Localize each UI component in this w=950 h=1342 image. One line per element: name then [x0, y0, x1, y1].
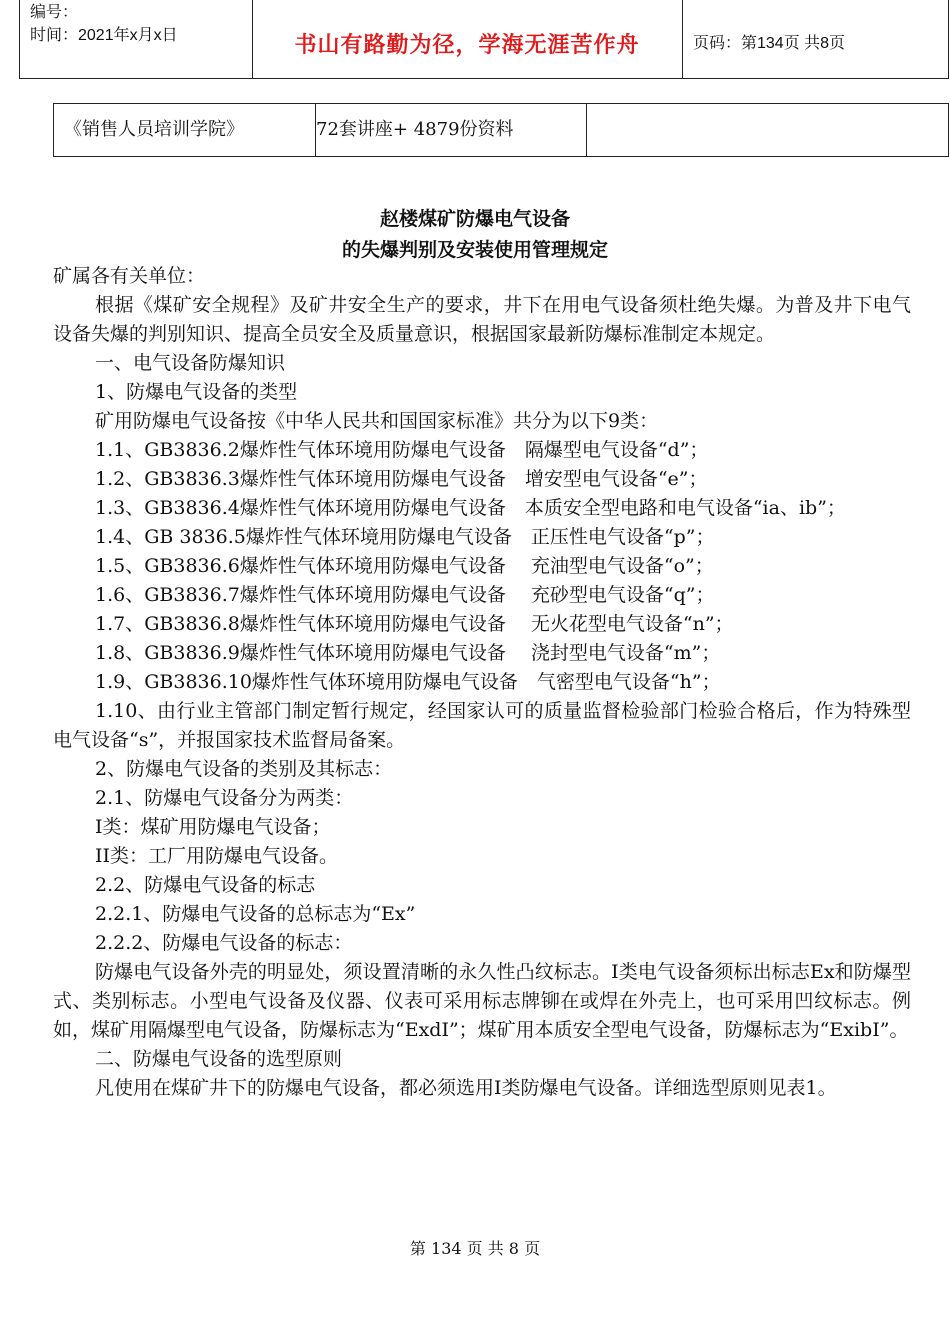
salutation: 矿属各有关单位： — [53, 265, 206, 287]
document-time-label: 时间：2021年x月x日 — [30, 27, 178, 44]
list-item: II类：工厂用防爆电气设备。 — [95, 845, 339, 867]
list-item: 1.10、由行业主管部门制定暂行规定，经国家认可的质量监督检验部门检验合格后，作为特殊型电气设备“s”，并报国家技术监督局备案。 — [53, 700, 911, 751]
training-table-col1: 《销售人员培训学院》 — [54, 104, 316, 156]
section-heading: 二、防爆电气设备的选型原则 — [95, 1048, 343, 1070]
document-title-line1: 赵楼煤矿防爆电气设备 — [379, 208, 570, 230]
page-footer: 第 134 页 共 8 页 — [409, 1239, 541, 1258]
list-item: 1.3、GB3836.4爆炸性气体环境用防爆电气设备 本质安全型电路和电气设备“ia、ib”； — [95, 497, 846, 519]
document-title-line2: 的失爆判别及安装使用管理规定 — [341, 239, 608, 261]
subsection-heading: 2.2、防爆电气设备的标志 — [95, 874, 316, 896]
section-heading: 一、电气设备防爆知识 — [95, 352, 286, 374]
training-table-col3 — [597, 104, 947, 156]
body-paragraph: 2.1、防爆电气设备分为两类： — [95, 787, 354, 809]
list-item: 1.1、GB3836.2爆炸性气体环境用防爆电气设备 隔爆型电气设备“d”； — [95, 439, 709, 461]
list-item: 1.4、GB 3836.5爆炸性气体环境用防爆电气设备 正压性电气设备“p”； — [95, 526, 715, 548]
header-page-info: 页码：第134页 共8页 — [693, 35, 846, 52]
list-item: 1.2、GB3836.3爆炸性气体环境用防爆电气设备 增安型电气设备“e”； — [95, 468, 708, 490]
list-item: I类：煤矿用防爆电气设备； — [95, 816, 331, 838]
subsection-heading: 1、防爆电气设备的类型 — [95, 381, 298, 403]
document-body — [53, 262, 911, 1103]
body-paragraph: 根据《煤矿安全规程》及矿井安全生产的要求，井下在用电气设备须杜绝失爆。为普及井下电气设备失爆的判别知识、提高全员安全及质量意识，根据国家最新防爆标准制定本规定。 — [53, 294, 911, 345]
training-table — [53, 103, 949, 157]
body-paragraph: 凡使用在煤矿井下的防爆电气设备，都必须选用I类防爆电气设备。详细选型原则见表1。 — [95, 1077, 837, 1099]
header-page-cell — [683, 0, 949, 78]
header-motto-cell — [252, 0, 683, 78]
list-item: 1.7、GB3836.8爆炸性气体环境用防爆电气设备 无火花型电气设备“n”； — [95, 613, 734, 635]
list-item: 1.6、GB3836.7爆炸性气体环境用防爆电气设备 充砂型电气设备“q”； — [95, 584, 715, 606]
list-item: 1.8、GB3836.9爆炸性气体环境用防爆电气设备 浇封型电气设备“m”； — [95, 642, 721, 664]
list-item: 1.5、GB3836.6爆炸性气体环境用防爆电气设备 充油型电气设备“o”； — [95, 555, 714, 577]
training-table-col2: 72套讲座+ 4879份资料 — [316, 104, 587, 156]
page-header — [19, 0, 949, 79]
list-item: 1.9、GB3836.10爆炸性气体环境用防爆电气设备 气密型电气设备“h”； — [95, 671, 721, 693]
body-paragraph: 防爆电气设备外壳的明显处，须设置清晰的永久性凸纹标志。I类电气设备须标出标志Ex和防爆型式、类别标志。小型电气设备及仪器、仪表可采用标志牌铆在或焊在外壳上，也可采用凹纹标志。例如，煤矿用隔爆型电气设备，防爆标志为“ExdI”；煤矿用本质安全型电气设备，防爆标志为“ExibI”。 — [53, 961, 911, 1041]
header-motto: 书山有路勤为径，学海无涯苦作舟 — [294, 33, 640, 58]
document-number-label: 编号： — [30, 4, 79, 21]
body-paragraph: 矿用防爆电气设备按《中华人民共和国国家标准》共分为以下9类： — [95, 410, 659, 432]
subsection-heading: 2、防爆电气设备的类别及其标志： — [95, 758, 393, 780]
body-paragraph: 2.2.1、防爆电气设备的总标志为“Ex” — [95, 903, 416, 925]
header-info-cell — [19, 0, 253, 78]
body-paragraph: 2.2.2、防爆电气设备的标志： — [95, 932, 353, 954]
